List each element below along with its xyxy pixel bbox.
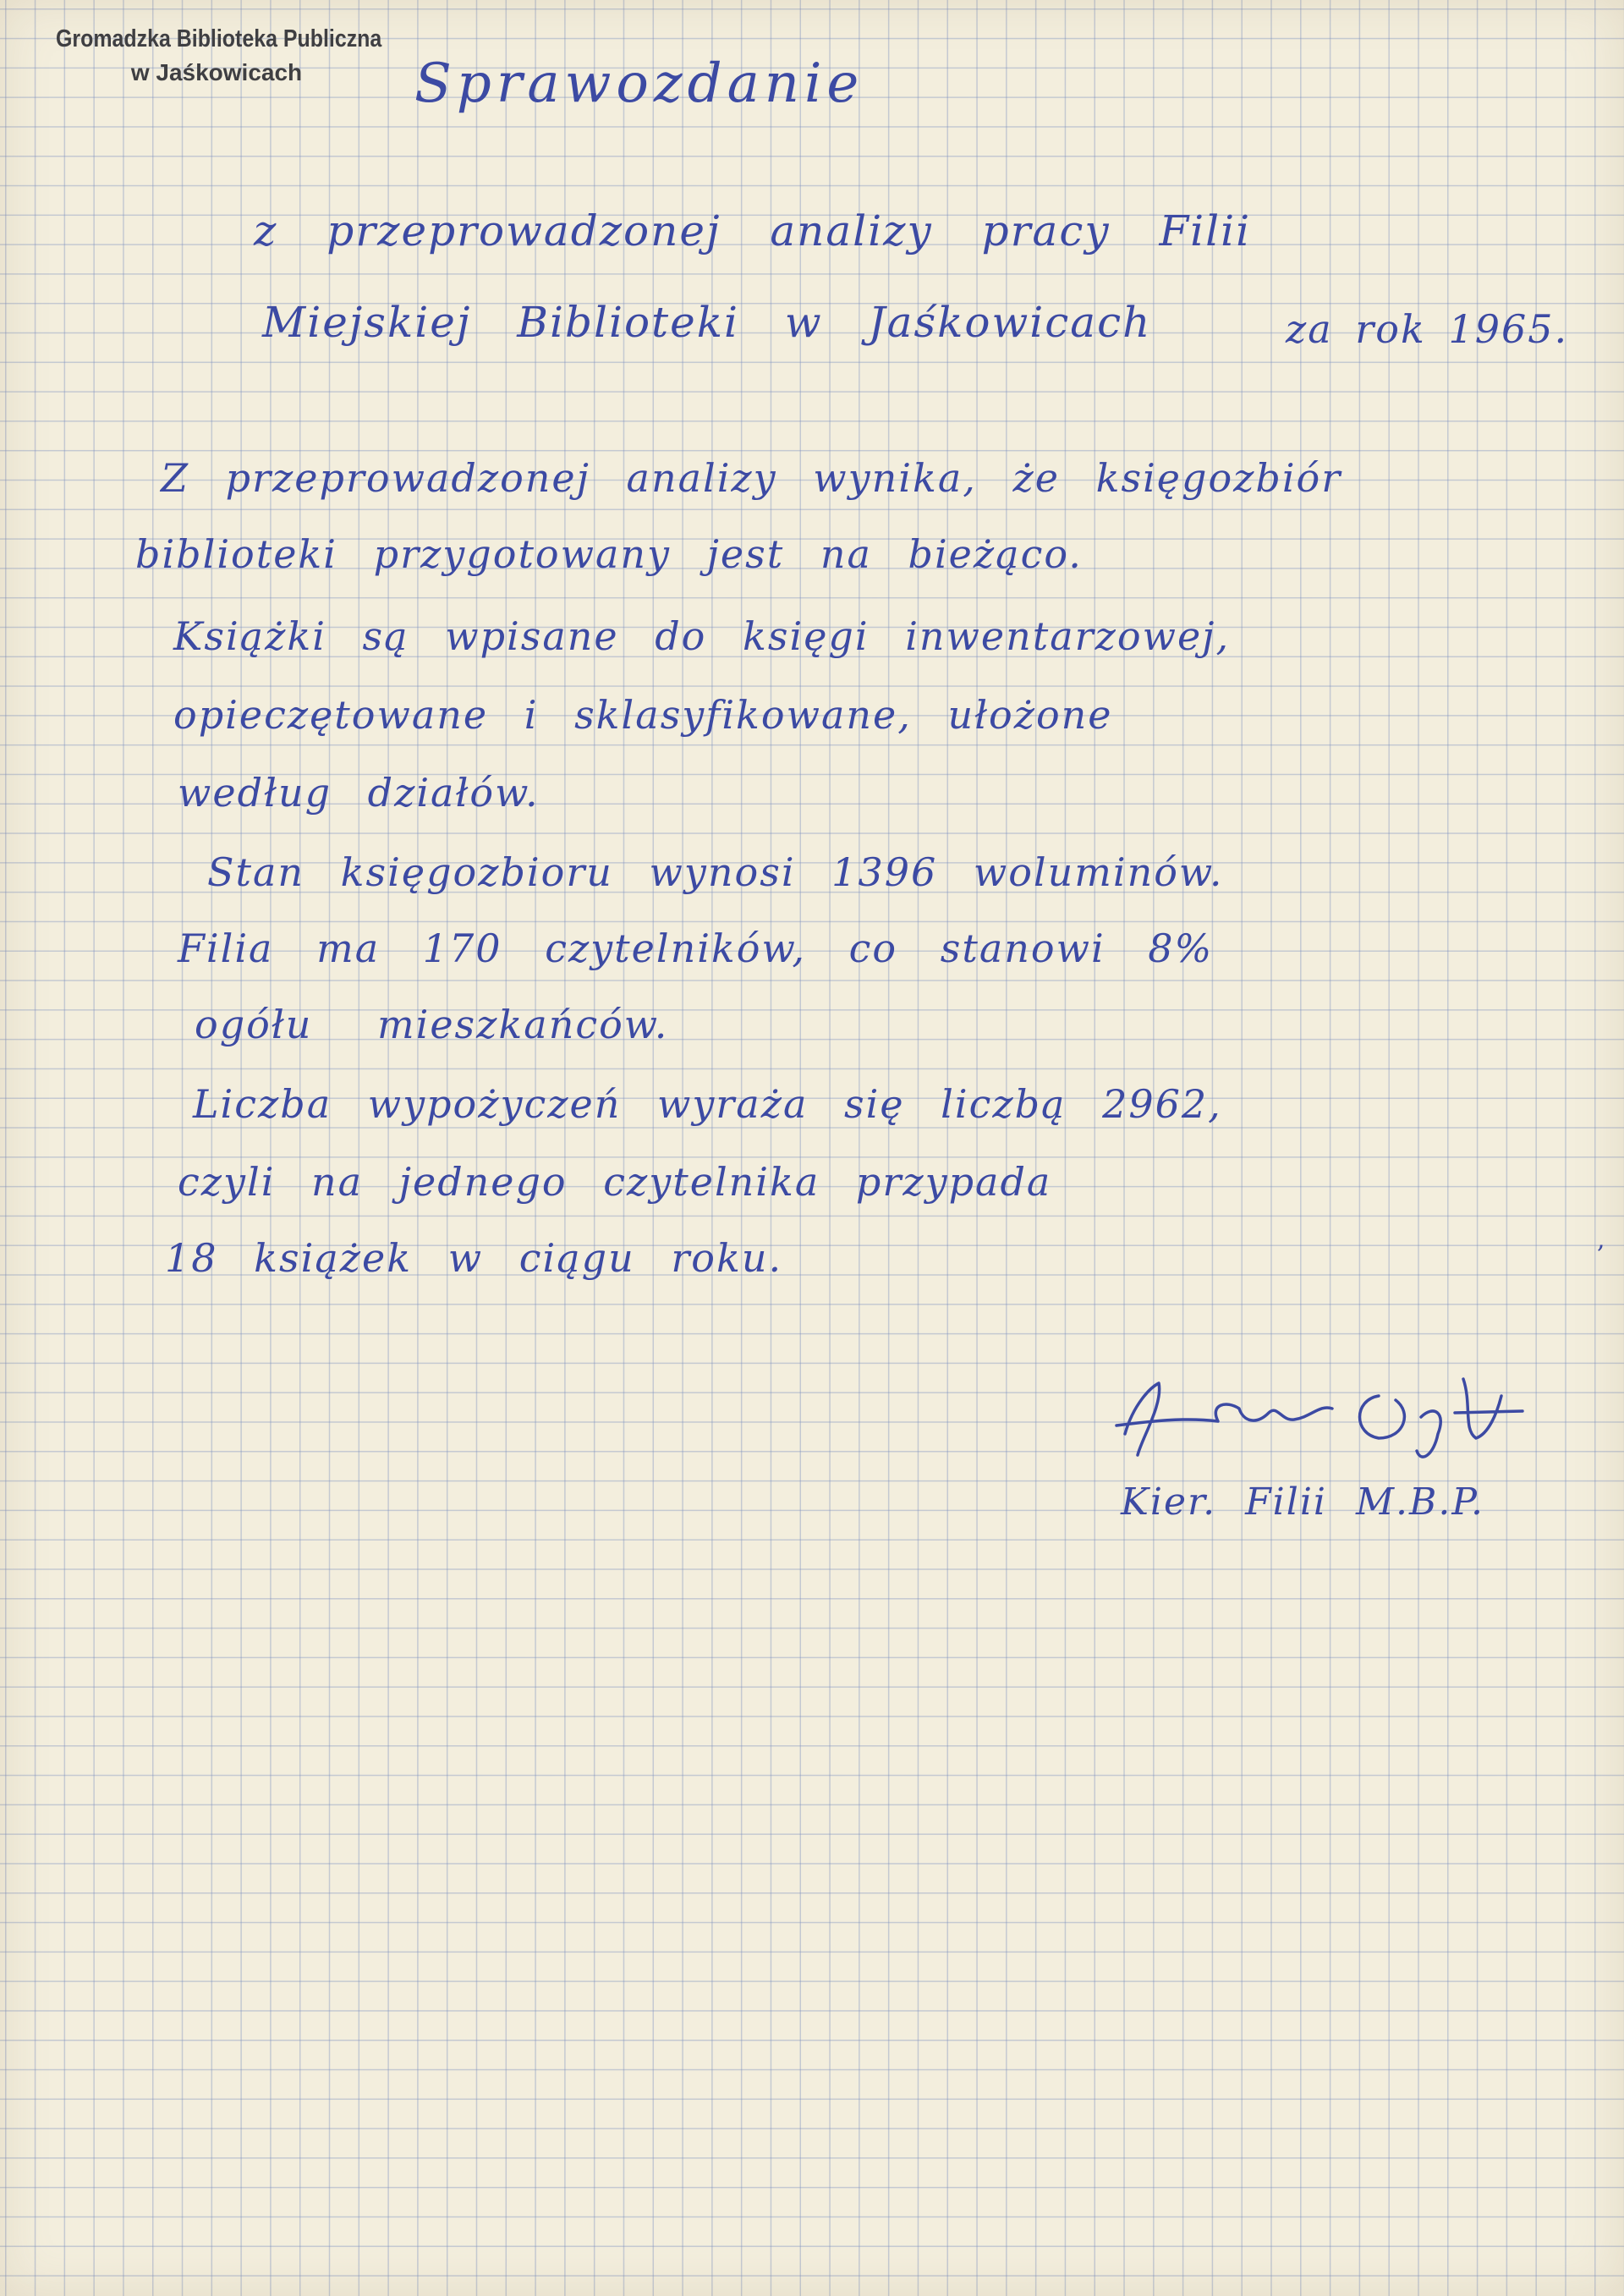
body-line: Z przeprowadzonej analizy wynika, że księgozbiór (161, 455, 1342, 501)
stamp-line-2: w Jaśkowicach (130, 59, 303, 86)
handwritten-signature (1100, 1354, 1539, 1472)
end-mark: , (1597, 1225, 1605, 1255)
body-line: opieczętowane i sklasyfikowane, ułożone (173, 692, 1113, 738)
subtitle-line-2: Miejskiej Biblioteki w Jaśkowicach (262, 298, 1152, 347)
document-title: Sprawozdanie (414, 52, 864, 115)
subtitle-year: za rok 1965. (1286, 306, 1569, 352)
library-stamp (56, 24, 382, 87)
body-line: czyli na jednego czytelnika przypada (178, 1159, 1052, 1205)
body-line: biblioteki przygotowany jest na bieżąco. (135, 531, 1083, 577)
body-line: 18 książek w ciągu roku. (165, 1235, 783, 1281)
subtitle-line-1: z przeprowadzonej analizy pracy Filii (254, 206, 1252, 255)
stamp-line-1: Gromadzka Biblioteka Publiczna (56, 25, 382, 52)
body-line: według działów. (178, 770, 540, 816)
body-line: Książki są wpisane do księgi inwentarzowej, (173, 613, 1231, 659)
body-line: ogółu mieszkańców. (195, 1002, 669, 1047)
body-line: Liczba wypożyczeń wyraża się liczbą 2962, (193, 1081, 1222, 1127)
body-line: Filia ma 170 czytelników, co stanowi 8% (178, 926, 1214, 971)
body-line: Stan księgozbioru wynosi 1396 woluminów. (207, 849, 1224, 895)
signer-title: Kier. Filii M.B.P. (1121, 1480, 1484, 1524)
